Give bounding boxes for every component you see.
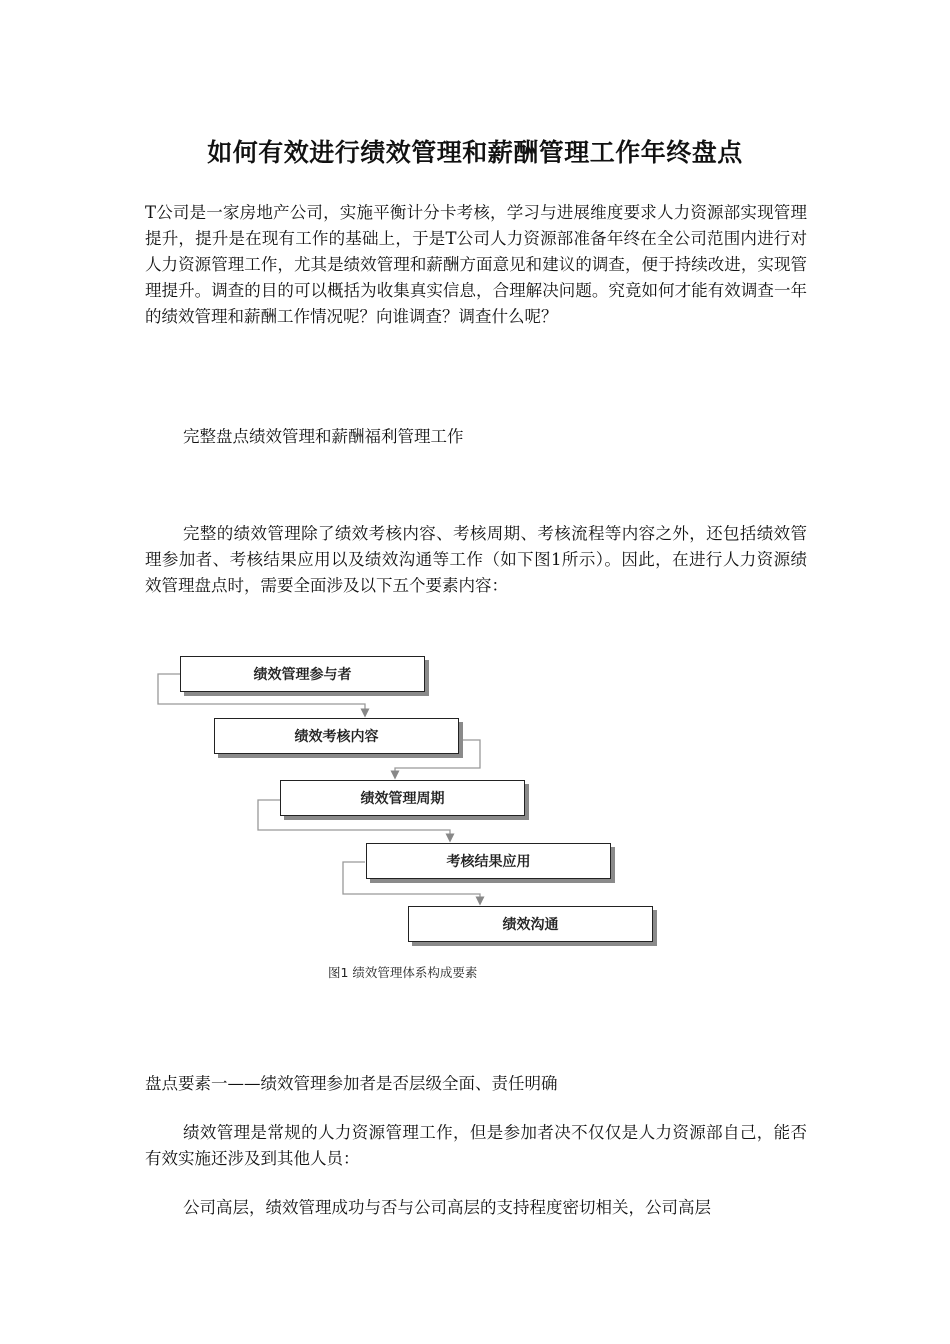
figure-step-box: 考核结果应用 [366, 843, 611, 879]
section-paragraph: 完整的绩效管理除了绩效考核内容、考核周期、考核流程等内容之外，还包括绩效管理参加者、考核结果应用以及绩效沟通等工作（如下图1所示）。因此，在进行人力资源绩效管理盘点时，需要全面涉及以下五个要素内容： [145, 524, 807, 595]
element1-paragraph: 绩效管理是常规的人力资源管理工作，但是参加者决不仅仅是人力资源部自己，能否有效实施还涉及到其他人员： [145, 1123, 807, 1168]
figure-step-box: 绩效管理参与者 [180, 656, 425, 692]
performance-system-figure [150, 650, 670, 990]
intro-paragraph: T公司是一家房地产公司，实施平衡计分卡考核，学习与进展维度要求人力资源部实现管理提升，提升是在现有工作的基础上，于是T公司人力资源部准备年终在全公司范围内进行对人力资源管理工作，尤其是绩效管理和薪酬方面意见和建议的调查，便于持续改进，实现管理提升。调查的目的可以概括为收集真实信息，合理解决问题。究竟如何才能有效调查一年的绩效管理和薪酬工作情况呢？向谁调查？调查什么呢？ [145, 203, 807, 326]
figure-step-box: 绩效考核内容 [214, 718, 459, 754]
element1-heading: 盘点要素一——绩效管理参加者是否层级全面、责任明确 [145, 1074, 558, 1093]
document-title: 如何有效进行绩效管理和薪酬管理工作年终盘点 [207, 138, 743, 167]
figure-caption: 图1 绩效管理体系构成要素 [328, 965, 478, 980]
element1-paragraph-2: 公司高层，绩效管理成功与否与公司高层的支持程度密切相关，公司高层 [183, 1198, 711, 1217]
figure-step-box: 绩效管理周期 [280, 780, 525, 816]
section-heading: 完整盘点绩效管理和薪酬福利管理工作 [183, 427, 464, 446]
figure-step-box: 绩效沟通 [408, 906, 653, 942]
